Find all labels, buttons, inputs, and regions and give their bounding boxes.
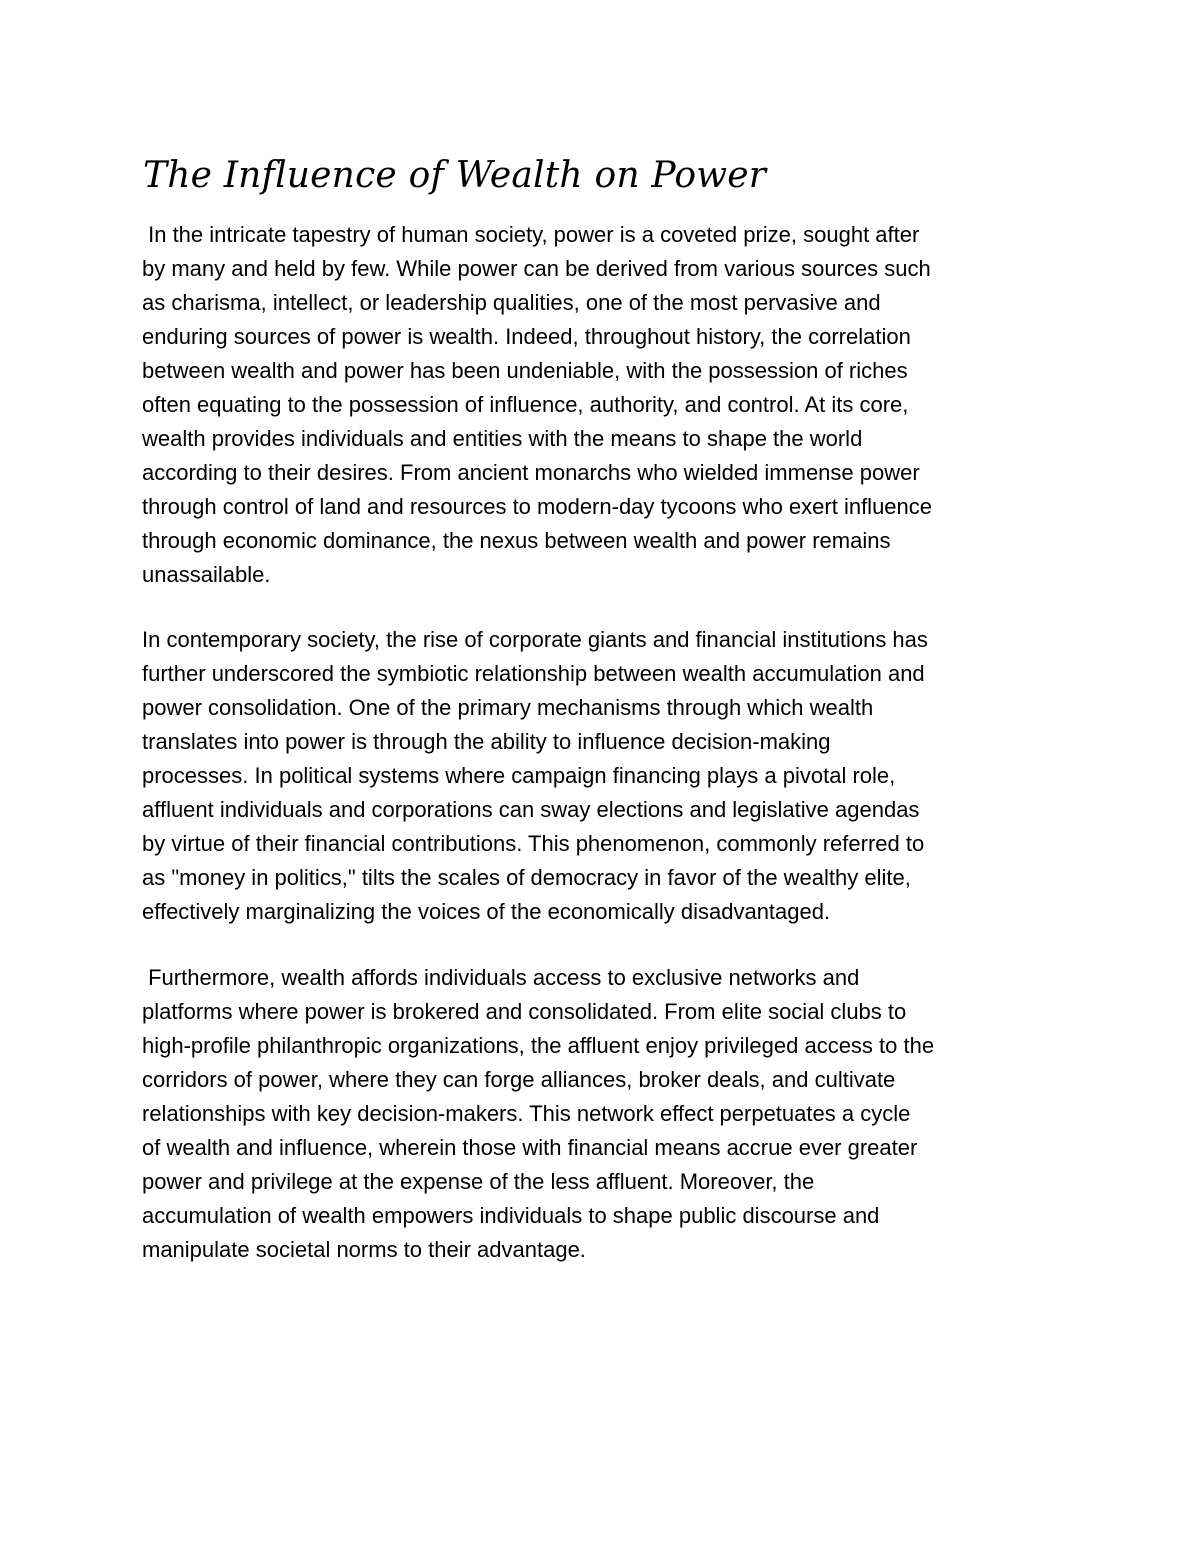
paragraph-line: as "money in politics," tilts the scales of democracy in favor of the wealthy elite, xyxy=(142,865,911,890)
paragraph-line: of wealth and influence, wherein those with financial means accrue ever greater xyxy=(142,1135,918,1160)
paragraph-line: further underscored the symbiotic relationship between wealth accumulation and xyxy=(142,661,925,686)
paragraph-2 xyxy=(142,623,1082,929)
paragraph-line: In contemporary society, the rise of corporate giants and financial institutions has xyxy=(142,627,928,652)
document-title: The Influence of Wealth on Power xyxy=(143,155,767,196)
paragraph-line: power consolidation. One of the primary mechanisms through which wealth xyxy=(142,695,874,720)
paragraph-line: by many and held by few. While power can be derived from various sources such xyxy=(142,256,931,281)
paragraph-1 xyxy=(142,218,1082,592)
paragraph-line: power and privilege at the expense of the less affluent. Moreover, the xyxy=(142,1169,815,1194)
paragraph-line: In the intricate tapestry of human society, power is a coveted prize, sought after xyxy=(142,222,920,247)
paragraph-line: high-profile philanthropic organizations, the affluent enjoy privileged access to the xyxy=(142,1033,935,1058)
paragraph-line: manipulate societal norms to their advantage. xyxy=(142,1237,586,1262)
paragraph-line: corridors of power, where they can forge alliances, broker deals, and cultivate xyxy=(142,1067,896,1092)
paragraph-line: according to their desires. From ancient monarchs who wielded immense power xyxy=(142,460,920,485)
paragraph-line: unassailable. xyxy=(142,562,271,587)
paragraph-line: translates into power is through the ability to influence decision-making xyxy=(142,729,831,754)
paragraph-line: effectively marginalizing the voices of the economically disadvantaged. xyxy=(142,899,831,924)
paragraph-line: wealth provides individuals and entities with the means to shape the world xyxy=(142,426,863,451)
paragraph-line: through economic dominance, the nexus between wealth and power remains xyxy=(142,528,891,553)
paragraph-line: through control of land and resources to modern-day tycoons who exert influence xyxy=(142,494,933,519)
paragraph-line: Furthermore, wealth affords individuals access to exclusive networks and xyxy=(142,965,860,990)
paragraph-line: by virtue of their financial contributions. This phenomenon, commonly referred to xyxy=(142,831,925,856)
paragraph-3 xyxy=(142,961,1082,1267)
paragraph-line: relationships with key decision-makers. This network effect perpetuates a cycle xyxy=(142,1101,911,1126)
paragraph-line: platforms where power is brokered and consolidated. From elite social clubs to xyxy=(142,999,907,1024)
paragraph-line: processes. In political systems where campaign financing plays a pivotal role, xyxy=(142,763,896,788)
paragraph-line: often equating to the possession of influence, authority, and control. At its core, xyxy=(142,392,909,417)
paragraph-line: between wealth and power has been undeniable, with the possession of riches xyxy=(142,358,908,383)
paragraph-line: as charisma, intellect, or leadership qualities, one of the most pervasive and xyxy=(142,290,881,315)
paragraph-line: enduring sources of power is wealth. Indeed, throughout history, the correlation xyxy=(142,324,911,349)
paragraph-line: affluent individuals and corporations can sway elections and legislative agendas xyxy=(142,797,920,822)
paragraph-line: accumulation of wealth empowers individuals to shape public discourse and xyxy=(142,1203,880,1228)
